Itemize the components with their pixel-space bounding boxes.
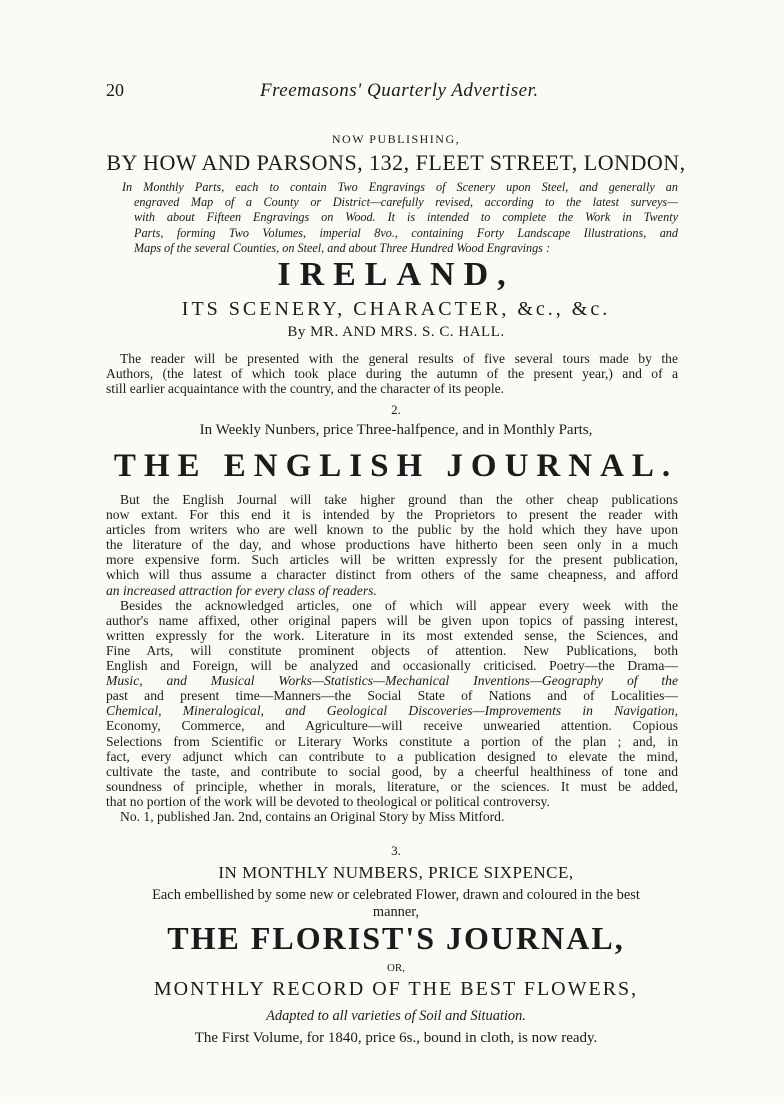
florist-title: THE FLORIST'S JOURNAL,: [167, 920, 625, 956]
english-journal-title: THE ENGLISH JOURNAL.: [113, 448, 679, 484]
ad-number-3: 3.: [391, 843, 401, 858]
body-line: author's name affixed, other original papers will be given upon topics of passing interest,: [106, 612, 678, 628]
body-line: an increased attraction for every class of readers.: [106, 582, 377, 598]
body-line: Fine Arts, will constitute prominent objects of attention. New Publications, both: [106, 642, 678, 658]
english-journal-body: [106, 492, 678, 824]
body-line: cultivate the taste, and contribute to social good, by a cheerful healthiness of tone and: [106, 763, 678, 779]
body-line: written expressly for the work. Literature in its most extended sense, the Sciences, and: [106, 627, 678, 643]
english-journal-pricing: In Weekly Nunbers, price Three-halfpence, and in Monthly Parts,: [199, 422, 593, 438]
intro-line: In Monthly Parts, each to contain Two Engravings of Scenery upon Steel, and generally an: [122, 180, 678, 194]
body-line: Economy, Commerce, and Agriculture—will receive unwearied attention. Copious: [106, 718, 678, 734]
florist-desc-line2: manner,: [372, 904, 420, 920]
body-line: Chemical, Mineralogical, and Geological Discoveries—Improvements in Navigation,: [106, 703, 678, 719]
body-line: that no portion of the work will be devoted to theological or political controversy.: [106, 793, 550, 809]
florist-or: OR,: [386, 962, 406, 974]
body-line: Authors, (the latest of which took place during the autumn of the present year,) and of a: [106, 366, 678, 382]
intro-line: engraved Map of a County or District—carefully revised, according to the latest surveys—: [134, 195, 678, 210]
ireland-author: By MR. AND MRS. S. C. HALL.: [287, 324, 505, 340]
body-line: the literature of the day, and whose productions have hitherto been seen only in a much: [106, 537, 678, 553]
body-line: Besides the acknowledged articles, one of which will appear every week with the: [120, 597, 678, 613]
intro-line: Parts, forming Two Volumes, imperial 8vo., containing Forty Landscape Illustrations, and: [134, 225, 678, 240]
intro-line: with about Fifteen Engravings on Wood. It is intended to complete the Work in Twenty: [134, 210, 678, 225]
journal-title: Freemasons' Quarterly Advertiser.: [260, 80, 539, 101]
now-publishing: NOW PUBLISHING,: [331, 132, 461, 146]
florist-first-volume: The First Volume, for 1840, price 6s., bound in cloth, is now ready.: [194, 1030, 598, 1046]
body-line: still earlier acquaintance with the country, and the character of its people.: [106, 381, 505, 397]
body-line: articles from writers who are well known to the public by the hold which they have upon: [106, 522, 678, 538]
publisher-line: BY HOW AND PARSONS, 132, FLEET STREET, LONDON,: [106, 150, 686, 175]
florist-adapted: Adapted to all varieties of Soil and Situation.: [266, 1008, 526, 1024]
body-line: past and present time—Manners—the Social State of Nations and of Localities—: [106, 688, 678, 704]
body-line: Selections from Scientific or Literary Works constitute a portion of the plan ; and, in: [106, 733, 678, 749]
running-header: [106, 80, 686, 104]
body-line: Music, and Musical Works—Statistics—Mechanical Inventions—Geography of the: [106, 673, 678, 689]
body-line: now extant. For this end it is intended by the Proprietors to present the reader with: [106, 507, 678, 523]
body-line: The reader will be presented with the general results of five several tours made by the: [120, 351, 678, 366]
ireland-intro: [122, 180, 678, 256]
ireland-body: [106, 351, 678, 396]
florist-subtitle: MONTHLY RECORD OF THE BEST FLOWERS,: [153, 978, 639, 1000]
florist-desc-line1: Each embellished by some new or celebrated Flower, drawn and coloured in the best: [152, 887, 640, 903]
body-line: which will thus assume a character distinct from others of the same cheapness, and afford: [106, 567, 678, 583]
intro-line: Maps of the several Counties, on Steel, and about Three Hundred Wood Engravings :: [134, 240, 551, 255]
florist-pricing: IN MONTHLY NUMBERS, PRICE SIXPENCE,: [218, 863, 574, 882]
ireland-subtitle: ITS SCENERY, CHARACTER, &c., &c.: [181, 298, 611, 320]
page-number: 20: [106, 80, 124, 100]
ad-number-2: 2.: [391, 402, 401, 417]
body-line: fact, every adjunct which can contribute to a publication designed to elevate the mind,: [106, 748, 678, 764]
body-line: soundness of principle, whether in morals, literature, or the sciences. It must be added,: [106, 778, 678, 794]
body-line: No. 1, published Jan. 2nd, contains an Original Story by Miss Mitford.: [120, 808, 505, 824]
body-line: English and Foreign, will be analyzed and occasionally criticised. Poetry—the Drama—: [106, 658, 678, 674]
body-line: But the English Journal will take higher ground than the other cheap publications: [120, 492, 678, 507]
body-line: more expensive form. Such articles will be written expressly for the present publication,: [106, 552, 678, 568]
ireland-title: IRELAND,: [277, 256, 515, 293]
